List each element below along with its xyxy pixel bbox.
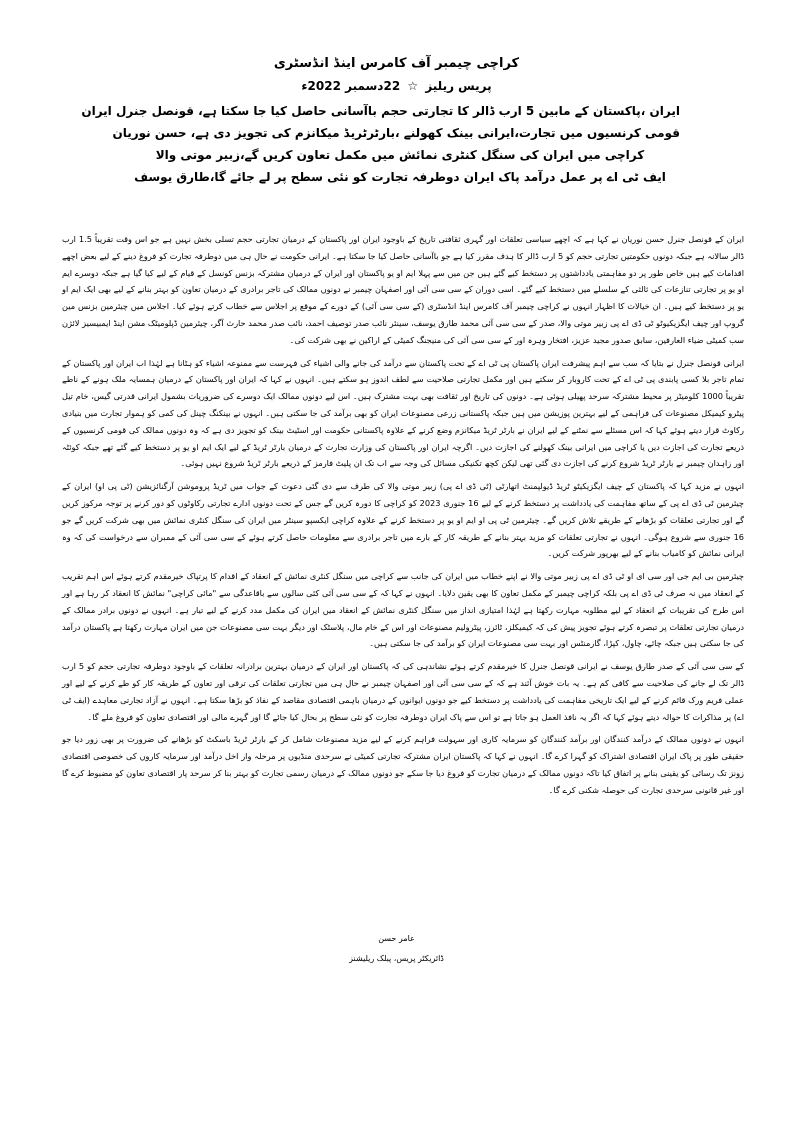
paragraph-3: انہوں نے مزید کہا کہ پاکستان کے چیف ایگزیکیٹو ٹریڈ ڈیولپمنٹ اتھارٹی (ٹی ڈی اے پی) زبیر موتی والا کی طرف سے دی گئی دعوت کے جواب میں ٹریڈ پروموشن آرگنائزیشن (ٹی پی او) ایران کے چیئرمین ٹی ڈی اے پی کے ساتھ مفاہمت کی یادداشت پر دستخط کرنے کے لیے 16 جنوری 2023 کو کراچی کا دورہ کریں گے جس کے تحت دونوں ادارے تجارتی رکاوٹوں کو دور کرنے پر توجہ مرکوز کریں گے اور تجارتی تعلقات کو بڑھانے کے طریقے تلاش کریں گے۔ چیئرمین ٹی پی او ایم او یو پر دستخط کرنے کے علاوہ کراچی ایکسپو سینٹر میں ایران کی سنگل کنٹری نمائش میں بھی شرکت کریں گے جو 16 جنوری سے شروع ہوگی۔ انہوں نے تجارتی تعلقات کو مزید بہتر بنانے کے طریقہ کار کے بارے میں تاجر برادری سے معلومات حاصل کرتے ہوئے کے سی سی آئی کے ممبران سے درخواست کی کہ وہ ایرانی نمائش کو کامیاب بنانے کے لیے بھرپور شرکت کریں۔ bbox=[62, 481, 744, 559]
signature-block bbox=[0, 931, 793, 967]
headline-2: قومی کرنسیوں میں تجارت،ایرانی بینک کھولنے ،بارٹرٹریڈ میکانزم کی تجویز دی ہے، حسن نوریان bbox=[112, 126, 680, 140]
paragraph-5: کے سی سی آئی کے صدر طارق یوسف نے ایرانی قونصل جنرل کا خیرمقدم کرتے ہوئے نشاندہی کی کہ پاکستان اور ایران کے درمیان بہترین برادرانہ تعلقات کے باوجود دوطرفہ تجارتی حجم کو 5 ارب ڈالر تک لے جانے کی صلاحیت سے کافی کم ہے۔ یہ بات خوش آئند ہے کہ کے سی سی آئی اور اصفہان چیمبر نے حال ہی میں تجارتی تعلقات کی ترقی اور تعاون کے طریقہ کار کو طے کرنے کے لیے اور عملی فریم ورک قائم کرنے کے لیے ایک تاریخی مفاہمت کی یادداشت پر دستخط کیے جو دونوں ایوانوں کے درمیان باہمی اقتصادی مقاصد کے نفاذ کو بڑھا سکتا ہے۔ انہوں نے آزاد تجارتی معاہدے (ایف ٹی اے) پر مذاکرات کا حوالہ دیتے ہوئے کہا کہ اگر یہ نافذ العمل ہو جاتا ہے تو اس سے پاک ایران دوطرفہ تجارت کو نئی سطح پر بحال کیا جائے گا اور گہرے مالی اور اقتصادی تعاون کو فروغ ملے گا۔ bbox=[62, 661, 744, 722]
signatory-name: عامر حسن bbox=[378, 934, 415, 943]
organization-title: کراچی چیمبر آف کامرس اینڈ انڈسٹری bbox=[273, 56, 520, 71]
document-header bbox=[0, 54, 793, 96]
release-date: 22دسمبر 2022ء bbox=[301, 79, 401, 93]
headline-1: ایران ،پاکستان کے مابین 5 ارب ڈالر کا تجارتی حجم باآسانی حاصل کیا جا سکتا ہے، قونصل جنرل ایران bbox=[81, 104, 680, 118]
signatory-title: ڈائریکٹر پریس، پبلک ریلیشنز bbox=[349, 954, 444, 963]
headline-3: کراچی میں ایران کی سنگل کنٹری نمائش میں مکمل تعاون کریں گے،زبیر موتی والا bbox=[155, 148, 645, 162]
release-label: پریس ریلیز bbox=[425, 79, 492, 93]
headlines-block bbox=[81, 100, 680, 188]
paragraph-1: ایران کے قونصل جنرل حسن نوریان نے کہا ہے کہ اچھے سیاسی تعلقات اور گہری ثقافتی تاریخ کے باوجود ایران اور پاکستان کے درمیان تجارتی حجم تسلی بخش نہیں ہے جو اس وقت تقریباً 1.5 ارب ڈالر سالانہ ہے جبکہ دونوں حکومتیں تجارتی حجم کو 5 ارب ڈالر کا ہدف مقرر کیا ہے جو باآسانی حاصل کیا جا سکتا ہے۔ ایرانی حکومت نے حال ہی میں دوطرفہ تجارت کو فروغ دینے کے لیے بعض اچھے اقدامات کیے ہیں خاص طور پر دو مفاہمتی یادداشتوں پر دستخط کیے گئے ہیں جن میں سے پہلا ایم او یو پاکستان اور ایران کے درمیان مشترکہ بزنس کونسل کے قیام کے لیے کیا گیا ہے جبکہ دوسرے ایم او یو پر تجارتی تنازعات کی ثالثی کے سلسلے میں دستخط کیے گئے۔ اسی دوران کے سی سی آئی اور اصفہان چیمبر نے دونوں ممالک کی تاجر برادری کے درمیان تعاون کو بہتر بنانے کے لیے بھی ایک ایم او یو پر دستخط کیے ہیں۔ ان خیالات کا اظہار انہوں نے کراچی چیمبر آف کامرس اینڈ انڈسٹری (کے سی سی آئی) کے دورے کے موقع پر اجلاس سے خطاب کرتے ہوئے کیا۔ اجلاس میں چیئرمین بزنس مین گروپ اور چیف ایگزیکیوٹو ٹی ڈی اے پی زبیر موتی والا، صدر کے سی سی آئی محمد طارق یوسف، سینئر نائب صدر توصیف احمد، نائب صدر محمد حارث آگر، چیئرمین ڈپلومیٹک مشن اینڈ ایمبیسیز لائژن سب کمیٹی ضیاء العارفین، سابق صدور مجید عزیز، افتخار وہرہ اور کے سی سی آئی کی منیجنگ کمیٹی کے اراکین نے بھی شرکت کی۔ bbox=[62, 234, 744, 345]
article-body bbox=[62, 231, 744, 805]
release-line bbox=[0, 76, 793, 96]
paragraph-4: چیئرمین بی ایم جی اور سی ای او ٹی ڈی اے پی زبیر موتی والا نے اپنے خطاب میں ایران کی جانب سے کراچی میں سنگل کنٹری نمائش کے انعقاد کے اقدام کا پرتپاک خیرمقدم کرتے ہوئے اس اہم تقریب کے انعقاد میں نہ صرف ٹی ڈی اے پی بلکہ کراچی چیمبر کے مکمل تعاون کا بھی یقین دلایا۔ انہوں نے کہا کہ کے سی سی آئی کئی سالوں سے باقاعدگی سے "مائی کراچی" نمائش کا انعقاد کر رہا ہے اور اس طرح کی تقریبات کے انعقاد کے لیے مطلوبہ مہارت رکھتا ہے لہٰذا امتیازی انداز میں سنگل کنٹری نمائش کے انعقاد میں ایران کی مکمل مدد کرنے کے لیے تیار ہے۔ انہوں نے دونوں برادر ممالک کے درمیان تجارتی تعلقات پر تبصرہ کرتے ہوئے تجویز پیش کی کہ کیمیکلز، ٹائرز، پیٹرولیم مصنوعات اور اس کے خام مال، پلاسٹک اور دیگر بہت سی مصنوعات جن میں ایران مہارت رکھتا ہے پاکستان درآمد کی جا سکتی ہیں جبکہ چائے، چاول، کپڑا، گارمنٹس اور بہت سی مصنوعات ایران کو برآمد کی جا سکتی ہیں۔ bbox=[62, 571, 744, 649]
headline-4: ایف ٹی اے پر عمل درآمد پاک ایران دوطرفہ تجارت کو نئی سطح پر لے جائے گا،طارق یوسف bbox=[134, 170, 666, 184]
paragraph-6: انہوں نے دونوں ممالک کے درآمد کنندگان اور برآمد کنندگان کو سرمایہ کاری اور سہولت فراہم کرنے کے لیے مزید مصنوعات شامل کر کے بارٹر ٹریڈ باسکٹ کو بڑھانے کی ضرورت پر بھی زور دیا جو حقیقی طور پر پاک ایران اقتصادی اشتراک کو گہرا کرے گا۔ انہوں نے کہا کہ پاکستان ایران مشترکہ تجارتی کمیٹی نے سرحدی منڈیوں پر مرحلہ وار اخل درآمد اور سرمایہ کاروں کی خصوصی اقتصادی زونز تک رسائی کو یقینی بنانے پر اتفاق کیا تاکہ دونوں ممالک کے درمیان تجارت کو فروغ دیا جا سکے جو دونوں ممالک کے درمیان رسمی تجارت کو بہتر بنا کر سرحد پار اقتصادی تعاون کو مضبوط کرے گا اور غیر قانونی سرحدی تجارت کی حوصلہ شکنی کرے گا۔ bbox=[62, 734, 744, 795]
star-icon: ☆ bbox=[407, 79, 419, 93]
paragraph-2: ایرانی قونصل جنرل نے بتایا کہ سب سے اہم پیشرفت ایران پاکستان پی ٹی اے کے تحت پاکستان سے درآمد کی جانے والی اشیاء کی فہرست سے ممنوعہ اشیاء کو ہٹانا ہے لہٰذا اب ایران اور پاکستان کے تمام تاجر بلا کسی پابندی پی ٹی اے کے تحت کاروبار کر سکتے ہیں اور مکمل تجارتی صلاحیت سے لطف اندوز ہو سکتے ہیں۔ انہوں نے کہا کہ ایران اور پاکستان کے درمیان ہمسایہ ملک ہونے کے ناطے تقریباً 1000 کلومیٹر پر محیط مشترکہ سرحد پھیلی ہوئی ہے۔ دونوں کی تاریخ اور ثقافت بھی بہت مشترک ہیں۔ اس لیے دونوں ممالک ایک دوسرے کی ضروریات بشمول ایرانی قدرتی گیس، خام تیل پیٹرو کیمیکل مصنوعات کی فراہمی کے لیے بہترین پوزیشن میں ہیں جبکہ پاکستانی زرعی مصنوعات ایران کو بھی برآمد کی جا سکتی ہیں۔ انہوں نے بینکنگ چینل کی کمی کو ہموار تجارت میں بنیادی رکاوٹ قرار دیتے ہوئے کہا کہ اس مسئلے سے نمٹنے کے لیے ایران نے بارٹر ٹریڈ میکانزم وضع کرنے کے علاوہ پاکستانی حکومت اور اسٹیٹ بینک کو تجویز دی ہے کہ وہ دونوں ممالک کی قومی کرنسیوں کے ذریعے تجارت کی اجازت دیں یا کراچی میں ایرانی بینک کھولنے کی اجازت دیں۔ اگرچہ ایران اور پاکستان کی وزارت تجارت کے درمیان بارٹر ٹریڈ کے لیے ایک ایم او یو پر دستخط کیے گئے تھے جبکہ کوئٹہ اور زاہدان چیمبر نے بارٹر ٹریڈ شروع کرنے کی اجازت دی گئی تھی لیکن کچھ تکنیکی مسائل کی وجہ سے اب تک ان پلیٹ فارمز کے ذریعے بارٹر ٹریڈ شروع نہیں ہوئی۔ bbox=[62, 357, 744, 469]
